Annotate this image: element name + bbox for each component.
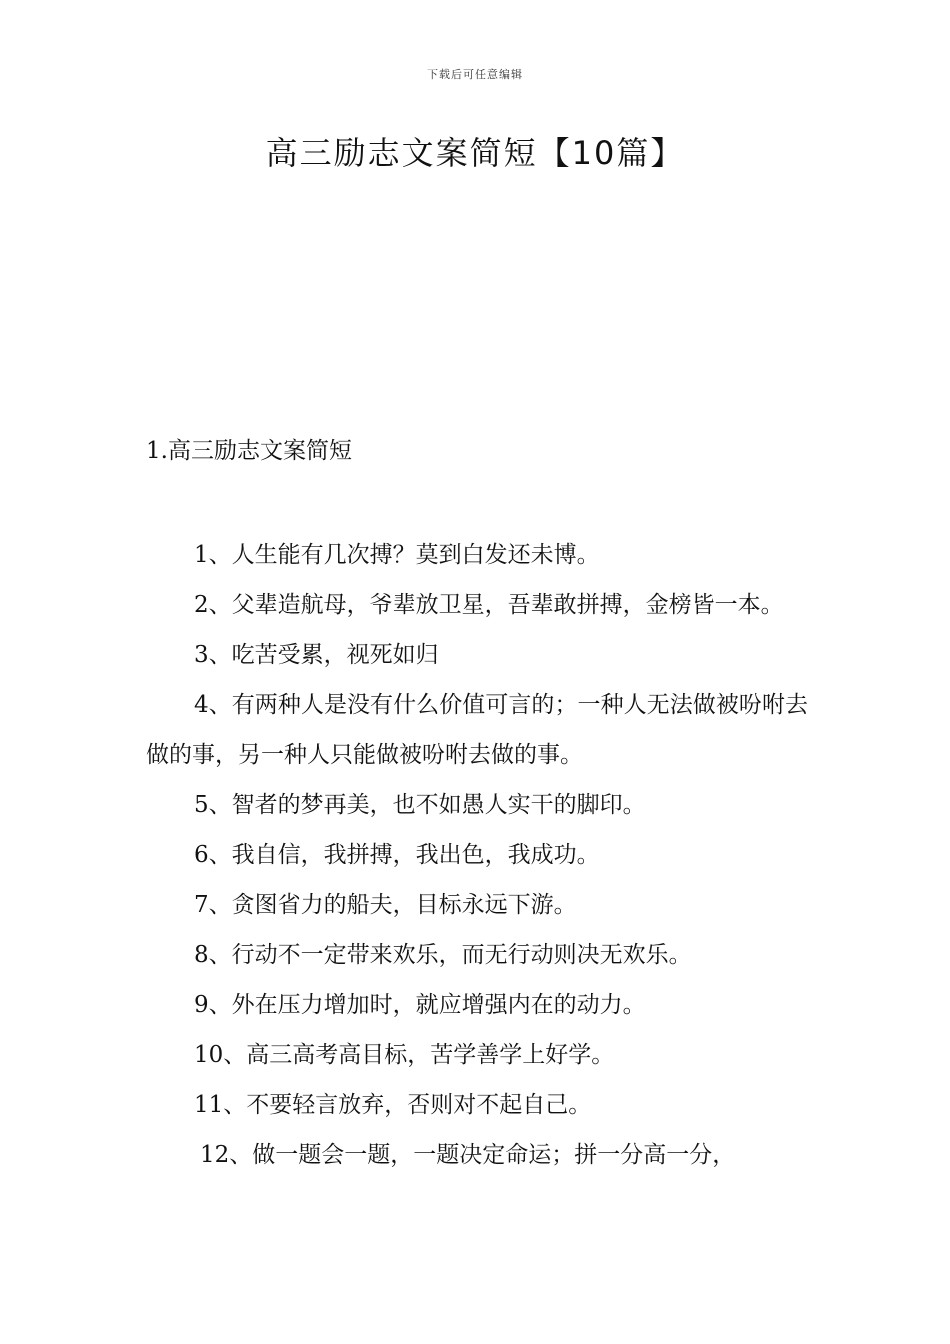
list-item: 10、高三高考高目标，苦学善学上好学。 [194,1042,615,1068]
document-body [146,530,808,1180]
header-note: 下载后可任意编辑 [427,68,523,81]
list-item: 9、外在压力增加时，就应增强内在的动力。 [194,992,646,1018]
list-item: 2、父辈造航母，爷辈放卫星，吾辈敢拼搏，金榜皆一本。 [194,592,784,618]
list-item: 8、行动不一定带来欢乐，而无行动则决无欢乐。 [194,942,692,968]
list-item: 11、不要轻言放弃，否则对不起自己。 [194,1092,592,1118]
list-item: 4、有两种人是没有什么价值可言的；一种人无法做被吩咐去做的事，另一种人只能做被吩咐去做的事。 [146,692,808,768]
section-heading: 1.高三励志文案简短 [146,438,352,464]
list-item: 5、智者的梦再美，也不如愚人实干的脚印。 [194,792,646,818]
list-item: 6、我自信，我拼搏，我出色，我成功。 [194,842,600,868]
list-item: 12、做一题会一题，一题决定命运；拼一分高一分， [200,1142,736,1168]
list-item: 7、贪图省力的船夫，目标永远下游。 [194,892,577,918]
document-title: 高三励志文案简短【10篇】 [265,134,685,172]
list-item: 1、人生能有几次搏？莫到白发还未博。 [194,542,600,568]
list-item: 3、吃苦受累，视死如归 [194,642,439,668]
